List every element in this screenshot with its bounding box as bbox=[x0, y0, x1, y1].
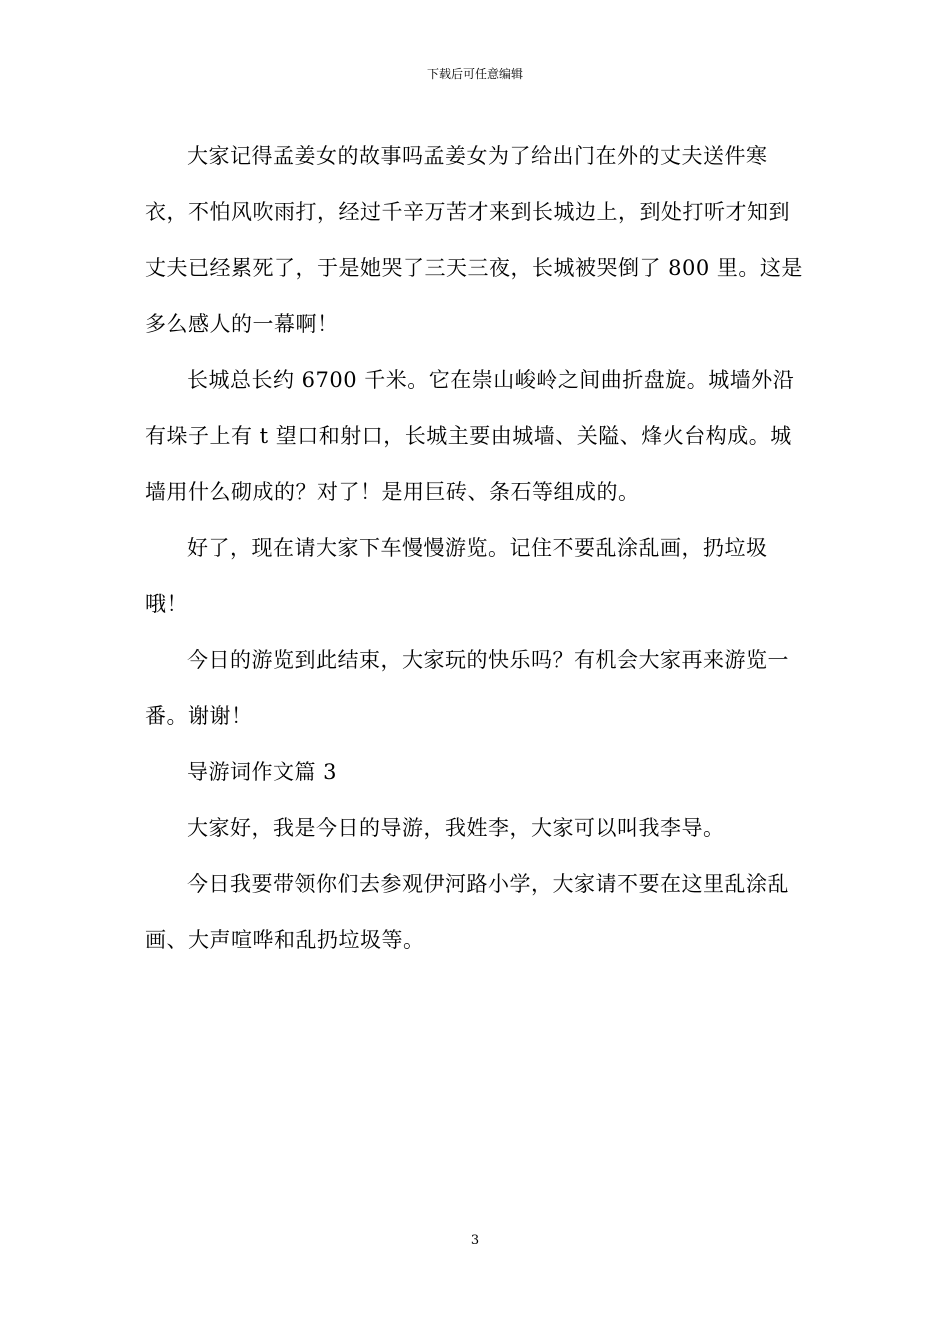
page-number: 3 bbox=[470, 1233, 480, 1248]
paragraph-great-wall-length: 长城总长约 6700 千米。它在崇山峻岭之间曲折盘旋。城墙外沿有垛子上有 t 望口和射口，长城主要由城墙、关隘、烽火台构成。城墙用什么砌成的？对了！是用巨砖、条石等组成的。 bbox=[145, 368, 795, 504]
paragraph-school-visit: 今日我要带领你们去参观伊河路小学，大家请不要在这里乱涂乱画、大声喧哗和乱扔垃圾等。 bbox=[145, 872, 789, 952]
section-heading: 导游词作文篇 3 bbox=[187, 760, 338, 784]
paragraph-meng-jiang-nv: 大家记得孟姜女的故事吗孟姜女为了给出门在外的丈夫送件寒衣，不怕风吹雨打，经过千辛万苦才来到长城边上，到处打听才知到丈夫已经累死了，于是她哭了三天三夜，长城被哭倒了 800 里。这是多么感人的一幕啊！ bbox=[145, 144, 803, 336]
document-body bbox=[145, 128, 807, 968]
paragraph-free-tour: 好了，现在请大家下车慢慢游览。记住不要乱涂乱画，扔垃圾哦！ bbox=[145, 536, 768, 616]
paragraph-tour-end: 今日的游览到此结束，大家玩的快乐吗？有机会大家再来游览一番。谢谢！ bbox=[145, 648, 789, 728]
paragraph-greeting: 大家好，我是今日的导游，我姓李，大家可以叫我李导。 bbox=[187, 816, 725, 840]
page-header: 下载后可任意编辑 bbox=[426, 67, 523, 81]
